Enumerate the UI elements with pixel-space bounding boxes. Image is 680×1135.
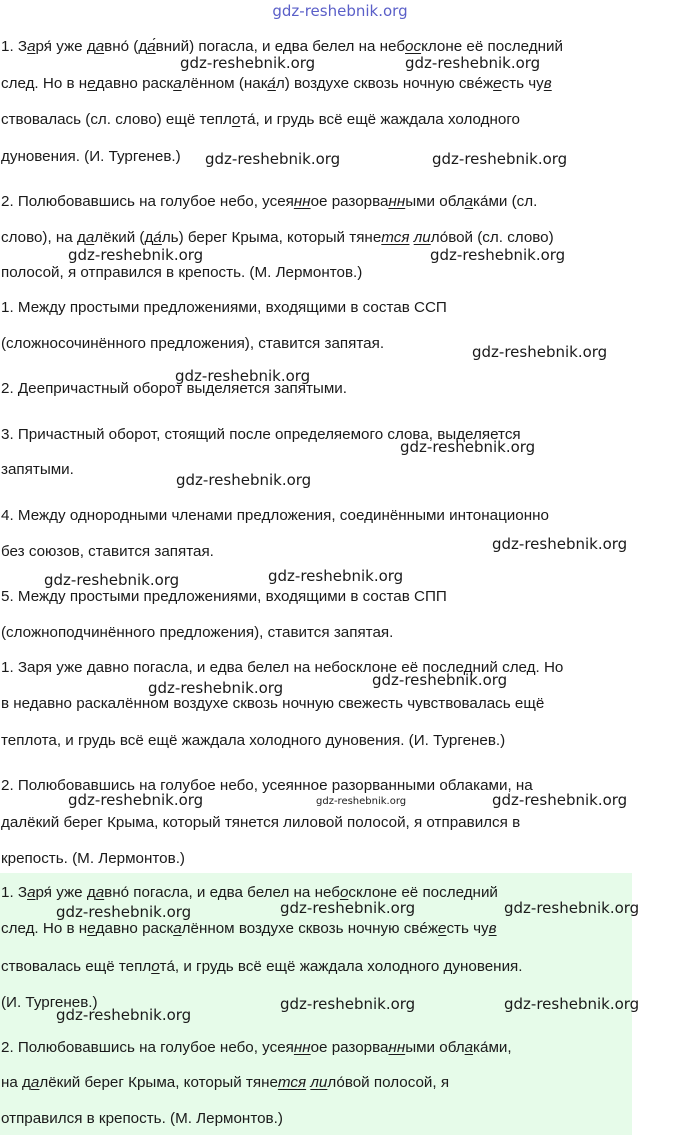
watermark-text: gdz-reshebnik.org xyxy=(175,367,311,385)
text-fragment: ло́вой (сл. слово) xyxy=(430,229,554,246)
marked-letters: а xyxy=(30,1074,40,1091)
rule-line: 1. Между простыми предложениями, входящими в состав ССП xyxy=(1,299,447,316)
text-fragment: (И. Тургенев.) xyxy=(1,994,98,1011)
task-line xyxy=(1,74,552,94)
marked-letters: а xyxy=(464,1039,474,1056)
task-line xyxy=(1,263,362,283)
marked-letters: в xyxy=(488,920,497,937)
watermark-text: gdz-reshebnik.org xyxy=(205,150,341,168)
marked-letters: а xyxy=(464,193,474,210)
watermark-text: gdz-reshebnik.org xyxy=(68,791,204,809)
marked-letters: а́ xyxy=(267,75,276,92)
marked-letters: тся xyxy=(277,1074,307,1091)
text-fragment: ́вний) погасла, и едва белел на неб xyxy=(155,38,406,55)
task-line xyxy=(1,147,181,167)
watermark-text: gdz-reshebnik.org xyxy=(148,679,284,697)
text-fragment: сть чу xyxy=(446,920,489,937)
marked-letters: в xyxy=(543,75,552,92)
text-fragment: ое разорва xyxy=(310,1039,389,1056)
watermark-text: gdz-reshebnik.org xyxy=(44,571,180,589)
answer-line xyxy=(1,883,498,903)
text-fragment: лёкий берег Крыма, который тяне xyxy=(39,1074,278,1091)
text-fragment: 2. Полюбовавшись на голубое небо, усея xyxy=(1,193,294,210)
marked-letters: нн xyxy=(388,1039,406,1056)
answer-line xyxy=(1,1038,512,1058)
plain-line: теплота, и грудь всё ещё жаждала холодного дуновения. (И. Тургенев.) xyxy=(1,732,506,749)
text-fragment: след. Но в н xyxy=(1,920,88,937)
marked-letters: нн xyxy=(388,193,406,210)
marked-letters: ос xyxy=(405,38,422,55)
text-fragment: ря́ уже д xyxy=(35,884,96,901)
text-fragment: та́, и грудь всё ещё жаждала холодного xyxy=(240,111,520,128)
watermark-text: gdz-reshebnik.org xyxy=(504,899,640,917)
text-fragment: 1. З xyxy=(1,884,28,901)
plain-line: в недавно раскалённом воздухе сквозь ночную свежесть чувствовалась ещё xyxy=(1,695,545,712)
marked-letters: ли xyxy=(413,229,431,246)
answer-line xyxy=(1,957,523,977)
marked-letters: а xyxy=(27,38,36,55)
watermark-text: gdz-reshebnik.org xyxy=(280,899,416,917)
text-fragment: отправился в крепость. (М. Лермонтов.) xyxy=(1,1110,283,1127)
text-fragment: 1. З xyxy=(1,38,28,55)
text-fragment: давно раск xyxy=(95,920,174,937)
text-fragment: та́, и грудь всё ещё жаждала холодного дуновения. xyxy=(159,958,523,975)
rule-line: (сложносочинённого предложения), ставится запятая. xyxy=(1,335,385,352)
text-fragment: слово), на д xyxy=(1,229,86,246)
watermark-text: gdz-reshebnik.org xyxy=(432,150,568,168)
watermark-text-small: gdz-reshebnik.org xyxy=(316,796,407,807)
watermark-text: gdz-reshebnik.org xyxy=(268,567,404,585)
text-fragment: ствовалась (сл. слово) ещё тепл xyxy=(1,111,232,128)
marked-letters: тся xyxy=(381,229,410,246)
watermark-text: gdz-reshebnik.org xyxy=(492,791,628,809)
watermark-text: gdz-reshebnik.org xyxy=(56,903,192,921)
marked-letters: а xyxy=(27,884,36,901)
text-fragment: лённом воздухе сквозь ночную свéж xyxy=(181,920,438,937)
text-fragment: лённом (нак xyxy=(181,75,268,92)
marked-letters: а xyxy=(95,38,105,55)
text-fragment: вно́ погасла, и едва белел на неб xyxy=(104,884,340,901)
marked-letters: е xyxy=(87,75,96,92)
watermark-text: gdz-reshebnik.org xyxy=(400,438,536,456)
marked-letters: е xyxy=(437,920,447,937)
text-fragment: след. Но в н xyxy=(1,75,88,92)
text-fragment: ыми обл xyxy=(405,1039,465,1056)
text-fragment: ое разорва xyxy=(310,193,389,210)
text-fragment: 2. Полюбовавшись на голубое небо, усея xyxy=(1,1039,294,1056)
rule-line: 5. Между простыми предложениями, входящими в состав СПП xyxy=(1,588,447,605)
text-fragment: ка́ми (сл. xyxy=(473,193,538,210)
rule-line: (сложноподчинённого предложения), ставится запятая. xyxy=(1,624,394,641)
text-fragment: ыми обл xyxy=(405,193,465,210)
watermark-text: gdz-reshebnik.org xyxy=(472,343,608,361)
marked-letters: а xyxy=(147,38,156,55)
text-fragment: л) воздухе сквозь ночную свéж xyxy=(275,75,494,92)
watermark-text: gdz-reshebnik.org xyxy=(504,995,640,1013)
marked-letters: е xyxy=(87,920,96,937)
text-fragment: ря́ уже д xyxy=(35,38,96,55)
plain-line: 1. Заря уже давно погасла, и едва белел на небосклоне её последний след. Но xyxy=(1,659,564,676)
watermark-text: gdz-reshebnik.org xyxy=(280,995,416,1013)
text-fragment: ствовалась ещё тепл xyxy=(1,958,152,975)
task-line xyxy=(1,110,520,130)
marked-letters: нн xyxy=(293,193,311,210)
marked-letters: а xyxy=(95,884,105,901)
marked-letters: е xyxy=(493,75,502,92)
answer-line xyxy=(1,1073,449,1093)
text-fragment: сть чу xyxy=(501,75,544,92)
text-fragment: ло́вой полосой, я xyxy=(327,1074,450,1091)
text-fragment: ка́ми, xyxy=(473,1039,512,1056)
watermark-text: gdz-reshebnik.org xyxy=(492,535,628,553)
text-fragment: ль) берег Крыма, который тяне xyxy=(161,229,382,246)
marked-letters: а xyxy=(85,229,95,246)
text-fragment: на д xyxy=(1,1074,31,1091)
task-line xyxy=(1,228,554,248)
plain-line: далёкий берег Крыма, который тянется лиловой полосой, я отправился в xyxy=(1,814,521,831)
site-watermark: gdz-reshebnik.org xyxy=(272,2,408,20)
marked-letters: о xyxy=(339,884,349,901)
watermark-text: gdz-reshebnik.org xyxy=(180,54,316,72)
marked-letters: о xyxy=(151,958,160,975)
text-fragment: дуновения. (И. Тургенев.) xyxy=(1,148,181,165)
watermark-text: gdz-reshebnik.org xyxy=(68,246,204,264)
marked-letters: а́ xyxy=(153,229,162,246)
marked-letters: нн xyxy=(293,1039,311,1056)
text-fragment: вно́ (д xyxy=(104,38,148,55)
text-fragment: клоне её последний xyxy=(421,38,563,55)
marked-letters: а xyxy=(173,75,182,92)
marked-letters: о xyxy=(231,111,241,128)
watermark-text: gdz-reshebnik.org xyxy=(405,54,541,72)
task-line xyxy=(1,192,537,212)
plain-line: 2. Полюбовавшись на голубое небо, усеянное разорванными облаками, на xyxy=(1,777,533,794)
plain-line: крепость. (М. Лермонтов.) xyxy=(1,850,185,867)
text-fragment: давно раск xyxy=(95,75,174,92)
marked-letters: а xyxy=(173,920,182,937)
rule-line: 3. Причастный оборот, стоящий после определяемого слова, выделяется xyxy=(1,426,521,443)
text-fragment: лёкий (д xyxy=(94,229,154,246)
watermark-text: gdz-reshebnik.org xyxy=(430,246,566,264)
rule-line: без союзов, ставится запятая. xyxy=(1,543,214,560)
text-fragment: склоне её последний xyxy=(348,884,498,901)
text-fragment: полосой, я отправился в крепость. (М. Лермонтов.) xyxy=(1,264,363,281)
rule-line: 4. Между однородными членами предложения, соединёнными интонационно xyxy=(1,507,549,524)
watermark-text: gdz-reshebnik.org xyxy=(372,671,508,689)
watermark-text: gdz-reshebnik.org xyxy=(56,1006,192,1024)
rule-line: 2. Деепричастный оборот выделяется запятыми. xyxy=(1,380,347,397)
answer-line xyxy=(1,919,497,939)
answer-line xyxy=(1,1109,283,1129)
rule-line: запятыми. xyxy=(1,461,74,478)
marked-letters: ли xyxy=(310,1074,328,1091)
watermark-text: gdz-reshebnik.org xyxy=(176,471,312,489)
